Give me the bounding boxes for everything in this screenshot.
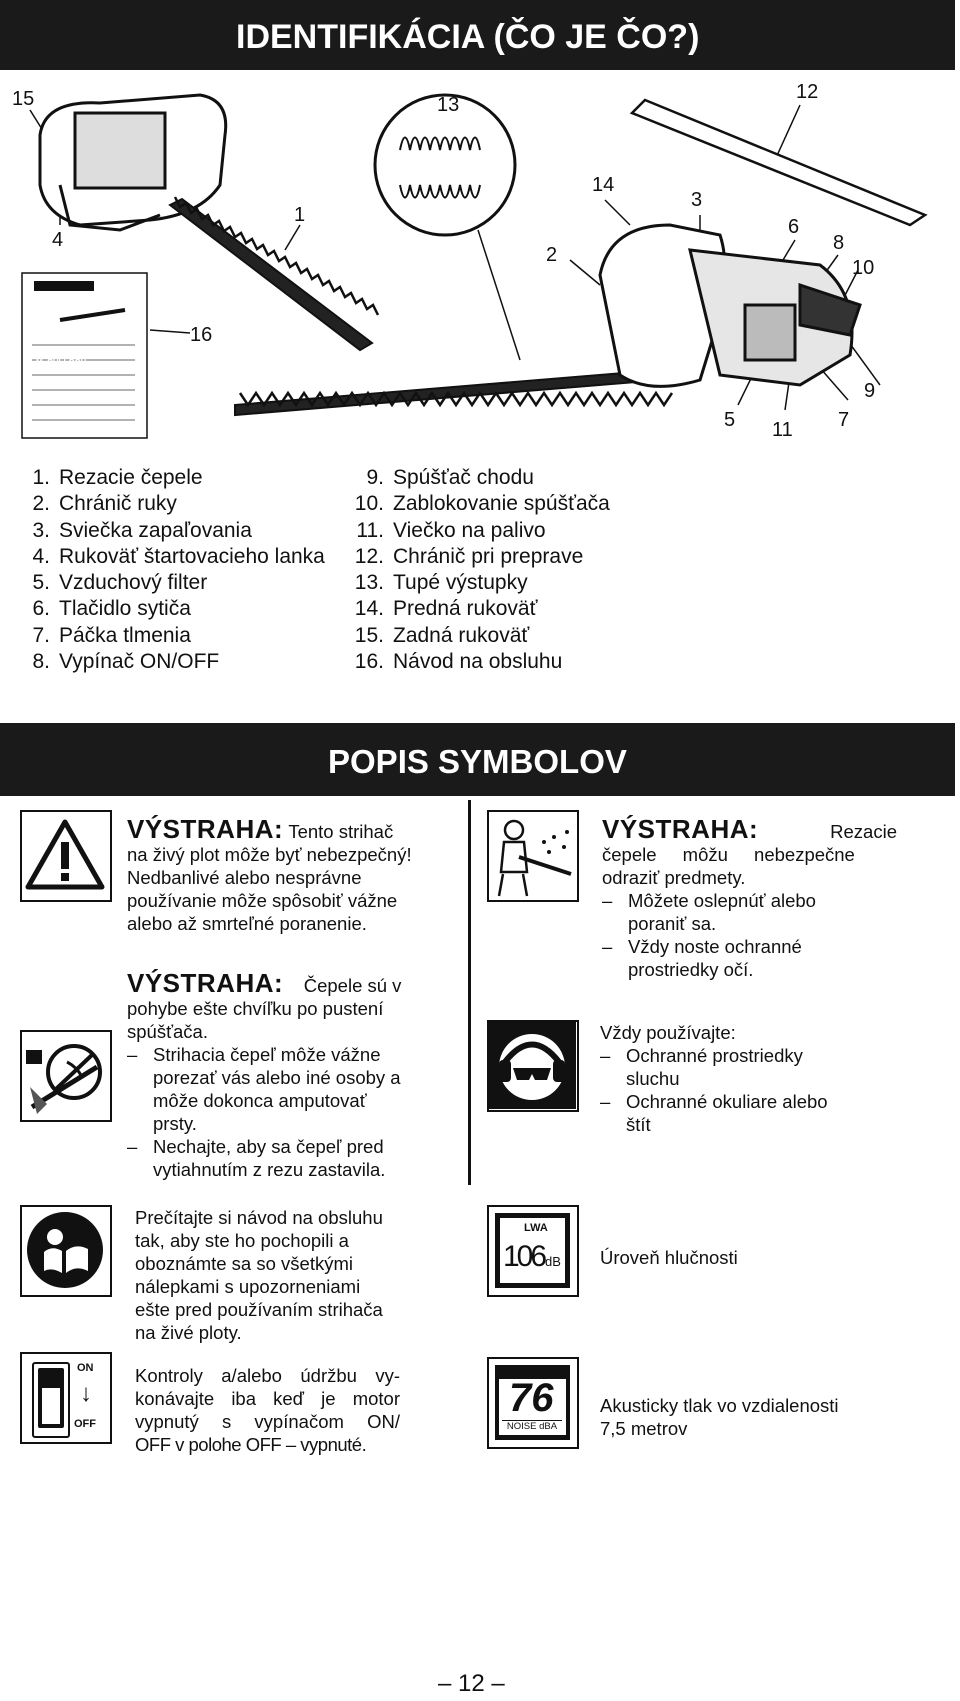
list-item: 1. Rezacie čepele: [32, 466, 203, 489]
thrown-objects-icon: [487, 810, 579, 902]
sound-pressure-unit: NOISE dBA: [502, 1420, 562, 1432]
warning-2-text: VÝSTRAHA: Čepele sú v pohybe ešte chvíľku po pustení spúšťača. – Strihacia čepeľ môže vážne porezať vás alebo iné osoby a môže dokonca amputovať prsty. – Nechajte, aby sa čepeľ pred vytiahnutím z rezu zastavila.: [127, 968, 402, 1180]
callout-6: 6: [788, 216, 800, 238]
switch-text: Kontroly a/alebo údržbu vy- konávajte iba keď je motor vypnutý s vypínačom ON/ OFF v polohe OFF – vypnuté.: [135, 1365, 400, 1455]
parts-list-right: [345, 465, 610, 675]
hearing-eye-protection-icon: [487, 1020, 579, 1112]
warning-3-text: VÝSTRAHA: Rezacie čepele môžu nebezpečne odraziť predmety. – Môžete oslepnúť alebo poraniť sa. – Vždy noste ochranné prostriedky očí.: [602, 814, 897, 980]
sound-pressure-value: 76: [509, 1376, 554, 1420]
callout-2: 2: [546, 244, 558, 266]
list-item: 7. Páčka tlmenia: [32, 623, 191, 647]
callout-7: 7: [838, 409, 850, 431]
list-item: 13. Tupé výstupky: [354, 571, 528, 595]
section-title: POPIS SYMBOLOV: [328, 743, 627, 780]
callout-11: 11: [772, 419, 793, 441]
manual-brand: McCULLOCH: [36, 358, 87, 367]
header-banner: [0, 0, 955, 70]
list-item: 16. Návod na obsluhu: [354, 650, 563, 674]
list-item: 9. Spúšťač chodu: [366, 466, 534, 489]
list-item: 14. Predná rukoväť: [354, 597, 538, 621]
switch-on-label: ON: [77, 1362, 94, 1374]
list-item: 10. Zablokovanie spúšťača: [354, 492, 610, 516]
callout-14: 14: [592, 174, 615, 196]
list-item: 6. Tlačidlo sytiča: [32, 597, 191, 621]
callout-4: 4: [52, 229, 64, 251]
blade-hand-icon: [20, 1030, 112, 1122]
noise-level-text: Úroveň hlučnosti: [600, 1247, 738, 1268]
list-item: 2. Chránič ruky: [32, 492, 177, 516]
callout-10: 10: [852, 257, 875, 279]
page-number: – 12 –: [438, 1670, 505, 1697]
list-item: 15. Zadná rukoväť: [354, 623, 530, 647]
callout-5: 5: [724, 409, 736, 431]
list-item: 11. Viečko na palivo: [356, 518, 546, 542]
sound-power-unit: dB: [545, 1254, 561, 1269]
list-item: 12. Chránič pri preprave: [354, 544, 584, 568]
warning-triangle-icon: [20, 810, 112, 902]
lwa-label: LWA: [524, 1222, 548, 1234]
callout-8: 8: [833, 232, 845, 254]
down-arrow-icon: ↓: [80, 1380, 92, 1407]
read-manual-icon: [20, 1205, 112, 1297]
symbols-banner: [0, 723, 955, 796]
list-item: 3. Sviečka zapaľovania: [32, 518, 252, 542]
column-divider: [468, 800, 471, 1185]
on-off-switch-icon: [20, 1352, 112, 1444]
callout-16: 16: [190, 324, 213, 346]
page-title: IDENTIFIKÁCIA (ČO JE ČO?): [236, 18, 700, 56]
callout-1: 1: [294, 204, 306, 226]
hedge-trimmer-illustration: [0, 75, 960, 450]
switch-off-label: OFF: [74, 1418, 96, 1430]
callout-13: 13: [437, 94, 460, 116]
hedge-trimmer-diagram: [0, 75, 960, 450]
callout-12: 12: [796, 81, 819, 103]
read-manual-text: Prečítajte si návod na obsluhu tak, aby ste ho pochopili a oboznámte sa so všetkými nálepkami s upozorneniami ešte pred používaním strihača na živé ploty.: [135, 1207, 383, 1343]
list-item: 4. Rukoväť štartovacieho lanka: [32, 544, 325, 568]
protection-text: Vždy používajte: – Ochranné prostriedky sluchu – Ochranné okuliare alebo štít: [600, 1022, 828, 1135]
list-item: 5. Vzduchový filter: [32, 571, 208, 595]
parts-list-left: [15, 465, 325, 675]
sound-power-icon: [487, 1205, 579, 1297]
callout-9: 9: [864, 380, 876, 402]
list-item: 8. Vypínač ON/OFF: [32, 650, 220, 674]
sound-pressure-text: Akusticky tlak vo vzdialenosti 7,5 metrov: [600, 1395, 839, 1439]
callout-3: 3: [691, 189, 703, 211]
callout-15: 15: [12, 88, 35, 110]
warning-1-text: VÝSTRAHA: Tento strihač na živý plot môže byť nebezpečný! Nedbanlivé alebo nesprávne používanie môže spôsobiť vážne alebo až smrteľné poranenie.: [127, 814, 412, 934]
sound-power-value: 106: [503, 1240, 545, 1273]
sound-pressure-icon: [487, 1357, 579, 1449]
